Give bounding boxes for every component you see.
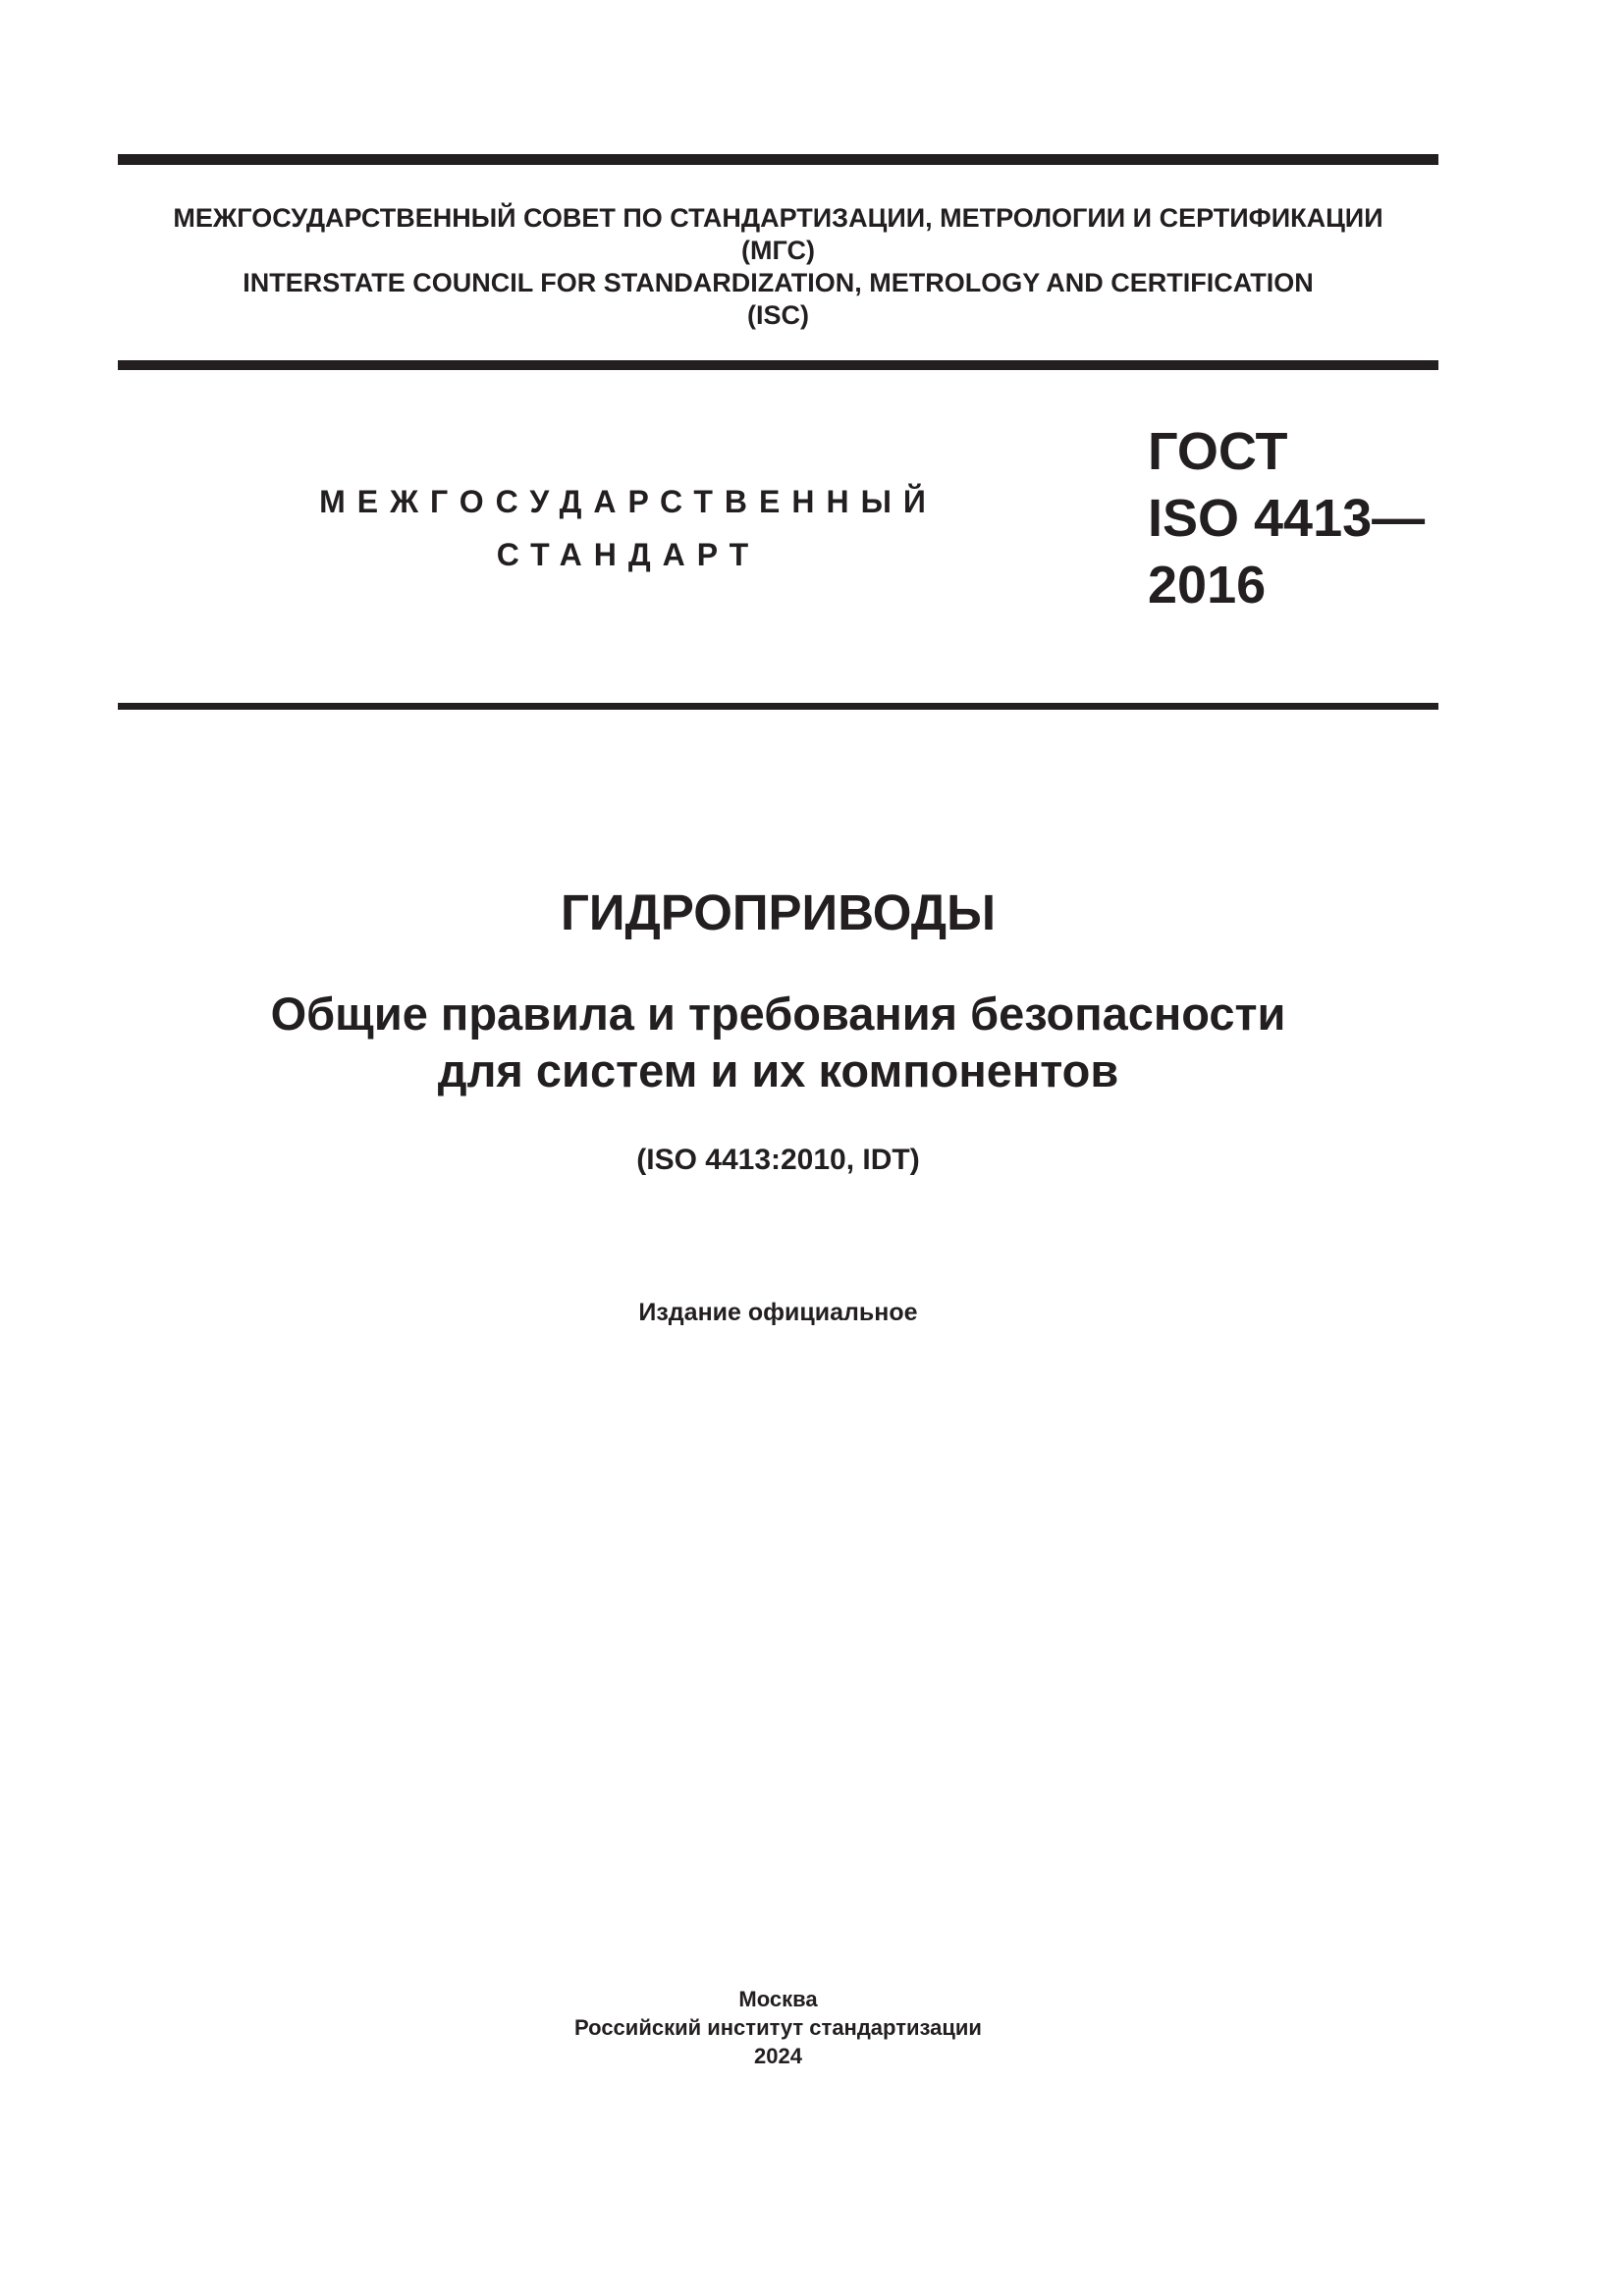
council-header (118, 202, 1438, 332)
gost-designation (1148, 418, 1425, 618)
imprint-publisher: Российский институт стандартизации (574, 2015, 982, 2040)
council-abbr-ru: (МГС) (741, 236, 815, 265)
council-abbr-en: (ISC) (747, 300, 809, 330)
document-title: ГИДРОПРИВОДЫ (560, 884, 997, 940)
bottom-rule (118, 703, 1438, 710)
standard-type-line1: МЕЖГОСУДАРСТВЕННЫЙ (319, 484, 938, 519)
council-name-ru: МЕЖГОСУДАРСТВЕННЫЙ СОВЕТ ПО СТАНДАРТИЗАЦИИ, МЕТРОЛОГИИ И СЕРТИФИКАЦИИ (173, 203, 1383, 233)
standard-type-label (295, 475, 962, 581)
top-rule (118, 154, 1438, 165)
document-subtitle (118, 986, 1438, 1099)
gost-designation-line2: ISO 4413— (1148, 489, 1426, 548)
imprint-year: 2024 (754, 2044, 802, 2068)
gost-designation-line3: 2016 (1148, 556, 1267, 614)
edition-note: Издание официальное (638, 1299, 918, 1326)
standard-type-line2: СТАНДАРТ (496, 537, 761, 572)
council-name-en: INTERSTATE COUNCIL FOR STANDARDIZATION, METROLOGY AND CERTIFICATION (243, 268, 1314, 297)
middle-rule (118, 360, 1438, 370)
document-subtitle-line1: Общие правила и требования безопасности (270, 988, 1286, 1040)
gost-designation-line1: ГОСТ (1148, 422, 1288, 481)
iso-identity: (ISO 4413:2010, IDT) (636, 1144, 920, 1176)
imprint-city: Москва (738, 1987, 818, 2011)
publisher-imprint (118, 1985, 1438, 2070)
document-subtitle-line2: для систем и их компонентов (437, 1044, 1119, 1096)
